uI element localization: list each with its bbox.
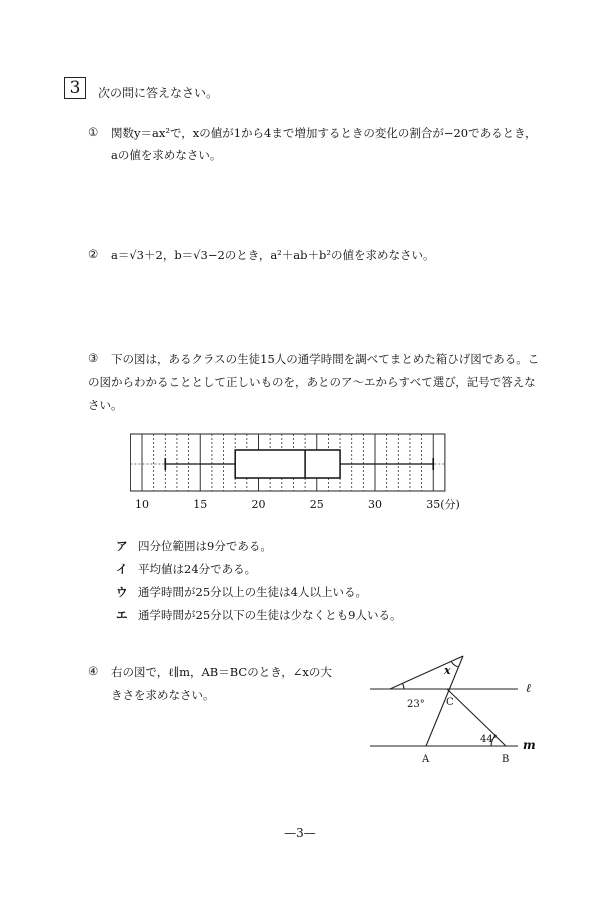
q3-option-e-text: 通学時間が25分以下の生徒は少なくとも9人いる。 <box>138 608 402 622</box>
tick-label-35: 35(分) <box>426 498 460 511</box>
angle-x-arc <box>451 662 458 668</box>
tick-label-25: 25 <box>309 498 324 511</box>
q3-option-u <box>116 584 367 600</box>
q3-option-e <box>116 607 401 623</box>
q3-label: ③ <box>88 351 99 365</box>
angle-44-label: 44° <box>480 734 498 745</box>
point-b-label: B <box>502 754 510 765</box>
point-c-label: C <box>446 697 454 708</box>
q3-option-i-key: イ <box>116 562 128 576</box>
tick-label-10: 10 <box>135 498 149 511</box>
q4-line2: きさを求めなさい。 <box>111 688 215 702</box>
q3-line3: さい。 <box>88 398 123 412</box>
geometry-figure <box>360 650 560 775</box>
tick-label-15: 15 <box>193 498 208 511</box>
q1-line1: 関数y＝ax²で，xの値が1から4まで増加するときの変化の割合が−20であるとき， <box>111 126 537 140</box>
line-m-label: m <box>523 738 536 752</box>
q4-label: ④ <box>88 664 99 678</box>
boxplot-box <box>235 450 340 478</box>
section-instruction: 次の問に答えなさい。 <box>98 86 219 100</box>
tick-label-20: 20 <box>251 498 266 511</box>
point-a-label: A <box>422 754 430 765</box>
q3-option-a-text: 四分位範囲は9分である。 <box>138 539 272 553</box>
page-number: —3— <box>284 826 316 840</box>
line-l-label: ℓ <box>526 681 531 695</box>
q3-line2: の図からわかることとして正しいものを，あとのア〜エからすべて選び，記号で答えな <box>88 375 536 389</box>
q3-option-i <box>116 561 256 577</box>
boxplot-chart <box>130 425 470 515</box>
angle-23-label: 23° <box>407 699 425 710</box>
q3-option-u-key: ウ <box>116 585 128 599</box>
q3-option-i-text: 平均値は24分である。 <box>138 562 257 576</box>
q3-option-u-text: 通学時間が25分以上の生徒は4人以上いる。 <box>138 585 367 599</box>
q3-line1: 下の図は，あるクラスの生徒15人の通学時間を調べてまとめた箱ひげ図である。こ <box>111 352 540 366</box>
angle-x-label: x <box>444 664 451 677</box>
question-number-box: 3 <box>64 77 86 99</box>
q3-option-a <box>116 538 272 554</box>
q2-label: ② <box>88 247 99 261</box>
q1-line2: aの値を求めなさい。 <box>111 148 222 162</box>
tick-label-30: 30 <box>368 498 382 511</box>
q4-line1: 右の図で，ℓ∥m，AB＝BCのとき，∠xの大 <box>111 665 332 679</box>
q3-option-a-key: ア <box>116 539 128 553</box>
q1-label: ① <box>88 125 99 139</box>
angle-23-arc <box>403 683 405 689</box>
q2-text: a＝√3＋2，b＝√3−2のとき，a²＋ab＋b²の値を求めなさい。 <box>111 248 435 262</box>
q3-option-e-key: エ <box>116 608 128 622</box>
